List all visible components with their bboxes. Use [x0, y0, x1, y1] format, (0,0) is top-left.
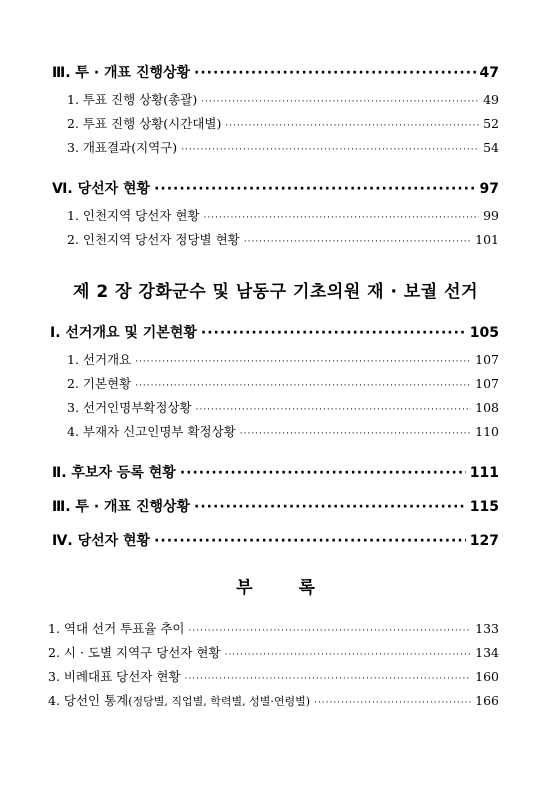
toc-label: 3. 개표결과(지역구)	[67, 140, 178, 155]
toc-item[interactable]	[48, 691, 499, 709]
toc-section-3[interactable]	[52, 496, 499, 516]
leader-dots	[181, 140, 479, 155]
toc-label-main: 4. 당선인 통계	[48, 693, 129, 708]
toc-item[interactable]	[48, 667, 499, 685]
toc-item[interactable]	[67, 138, 499, 156]
toc-item[interactable]	[67, 398, 499, 416]
toc-page-number: 133	[475, 621, 499, 636]
toc-label: Ⅲ. 투 · 개표 진행상황	[52, 65, 191, 81]
toc-label: Ⅳ. 당선자 현황	[52, 533, 151, 549]
toc-item[interactable]	[48, 643, 499, 661]
toc-label: 1. 선거개요	[67, 352, 132, 367]
toc-page-number: 166	[475, 693, 499, 708]
toc-label: 2. 투표 진행 상황(시간대별)	[67, 116, 222, 131]
toc-item[interactable]	[67, 90, 499, 108]
toc-label: 1. 역대 선거 투표율 추이	[48, 621, 185, 636]
toc-label: 4. 부재자 신고인명부 확정상황	[67, 424, 236, 439]
toc-section-2[interactable]	[52, 462, 499, 482]
toc-item[interactable]	[67, 350, 499, 368]
leader-dots	[196, 400, 472, 415]
toc-label: Ⅰ. 선거개요 및 기본현황	[50, 325, 197, 341]
toc-item[interactable]	[67, 114, 499, 132]
leader-dots	[194, 499, 466, 515]
toc-label: 1. 투표 진행 상황(총괄)	[67, 92, 198, 107]
toc-page-number: 111	[469, 465, 499, 481]
toc-item[interactable]	[67, 230, 499, 248]
toc-page-number: 97	[479, 181, 499, 197]
toc-label: Ⅲ. 투 · 개표 진행상황	[52, 499, 191, 515]
toc-item[interactable]	[67, 206, 499, 224]
appendix-title: 부 록	[236, 578, 315, 598]
leader-dots	[204, 208, 480, 223]
toc-page-number: 47	[479, 65, 499, 81]
leader-dots	[180, 465, 466, 481]
toc-label	[48, 691, 310, 709]
leader-dots	[185, 669, 472, 684]
toc-section-4[interactable]	[52, 530, 499, 550]
leader-dots	[225, 116, 479, 131]
leader-dots	[135, 376, 471, 391]
leader-dots	[201, 92, 479, 107]
leader-dots	[240, 424, 471, 439]
toc-page-number: 99	[483, 208, 499, 223]
toc-page-number: 107	[475, 376, 499, 391]
toc-page-number: 134	[475, 645, 499, 660]
toc-page-number: 101	[475, 232, 499, 247]
toc-item[interactable]	[67, 422, 499, 440]
leader-dots	[244, 232, 471, 247]
toc-page-number: 54	[483, 140, 499, 155]
leader-dots	[154, 533, 466, 549]
toc-item[interactable]	[67, 374, 499, 392]
toc-page-number: 49	[483, 92, 499, 107]
toc-page-number: 160	[475, 669, 499, 684]
toc-page-number: 127	[469, 533, 499, 549]
leader-dots	[135, 352, 471, 367]
toc-label: 3. 선거인명부확정상황	[67, 400, 192, 415]
toc-label: Ⅵ. 당선자 현황	[52, 181, 151, 197]
leader-dots	[154, 181, 475, 197]
toc-section-4[interactable]	[52, 178, 499, 198]
toc-section-1[interactable]	[50, 322, 499, 342]
toc-page-number: 108	[475, 400, 499, 415]
toc-page-number: 115	[469, 499, 499, 515]
toc-label: 2. 시 · 도별 지역구 당선자 현황	[48, 645, 221, 660]
toc-item[interactable]	[48, 619, 499, 637]
toc-page-number: 105	[469, 325, 499, 341]
leader-dots	[194, 65, 475, 81]
toc-section-3[interactable]	[52, 62, 499, 82]
toc-page-number: 110	[475, 424, 499, 439]
toc-page-number: 52	[483, 116, 499, 131]
leader-dots	[201, 325, 466, 341]
leader-dots	[189, 621, 472, 636]
toc-label-detail: (정당별, 직업별, 학력별, 성별·연령별)	[128, 695, 311, 708]
chapter-title: 제 2 장 강화군수 및 남동구 기초의원 재 · 보궐 선거	[73, 282, 478, 302]
toc-label: 3. 비례대표 당선자 현황	[48, 669, 181, 684]
toc-label: 2. 기본현황	[67, 376, 132, 391]
leader-dots	[314, 693, 471, 708]
toc-label: 1. 인천지역 당선자 현황	[67, 208, 200, 223]
toc-page-number: 107	[475, 352, 499, 367]
leader-dots	[225, 645, 472, 660]
toc-label: 2. 인천지역 당선자 정당별 현황	[67, 232, 240, 247]
toc-label: Ⅱ. 후보자 등록 현황	[52, 465, 176, 481]
